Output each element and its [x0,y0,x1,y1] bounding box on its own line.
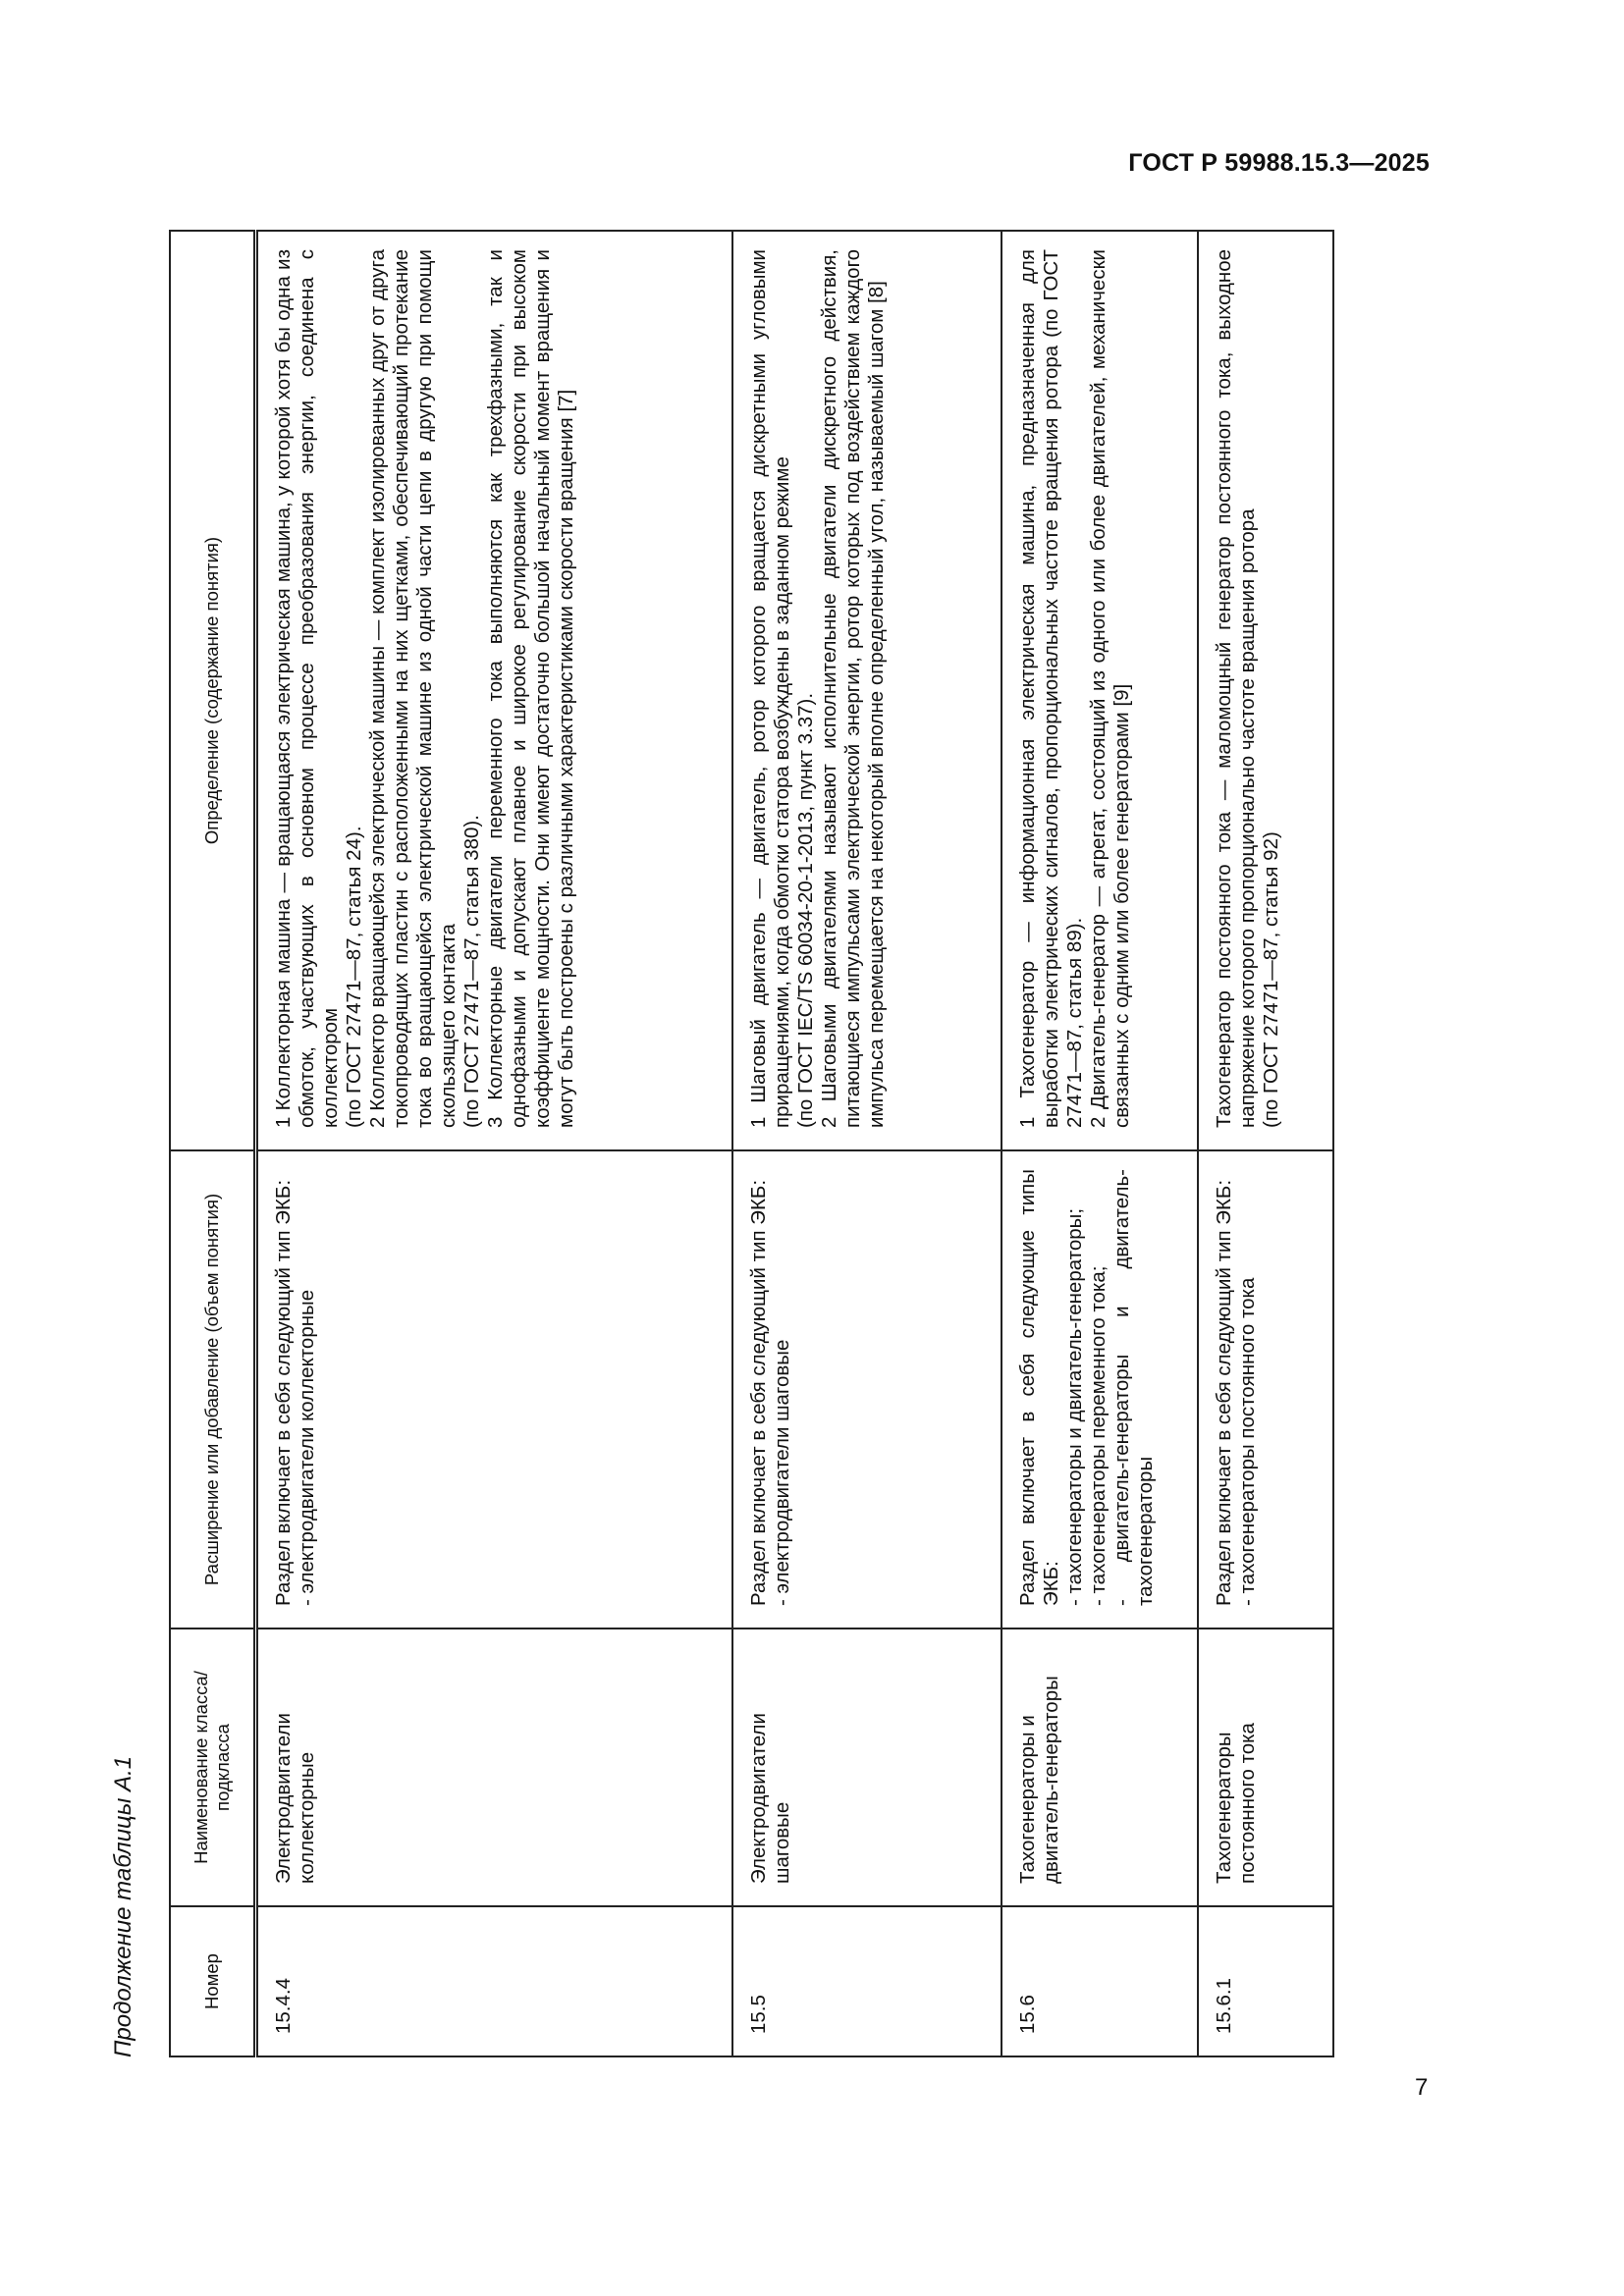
document-header: ГОСТ Р 59988.15.3—2025 [1128,149,1430,177]
extension-line: Раздел включает в себя следующий тип ЭКБ: [746,1179,770,1606]
definition-line: 1 Коллекторная машина — вращающаяся электрическая машина, у которой хотя бы одна из обмоток, участвующих в основном процессе преобразования энергии, соединена с коллектором [272,249,342,1128]
rotated-table-area [110,232,1349,2057]
extension-line: Раздел включает в себя следующие типы ЭКБ: [1015,1169,1062,1606]
extension-line: - тахогенераторы постоянного тока [1235,1277,1259,1606]
definition-line: (по ГОСТ 27471—87, статья 24). [343,826,365,1128]
extension-line: - двигатель-генераторы и двигатель-тахогенераторы [1110,1169,1157,1606]
classification-table [169,230,1334,2057]
extension-line: - электродвигатели шаговые [770,1339,793,1606]
definition-line: 1 Тахогенератор — информационная электрическая машина, предназначенная для выработки электрических сигналов, пропорциональных частоте вращения ротора (по ГОСТ 27471—87, статья 89). [1015,249,1086,1128]
row-extension [256,1150,732,1629]
page-number: 7 [1415,2074,1429,2101]
row-extension [1198,1150,1333,1629]
row-class-name: Электродвигатели шаговые [732,1629,1001,1906]
row-definition [732,231,1001,1150]
extension-line: - тахогенераторы и двигатель-генераторы; [1062,1207,1086,1606]
col-header-number: Номер [170,1906,256,2056]
row-number: 15.6 [1001,1906,1198,2056]
table-row [1001,231,1198,2056]
row-class-name: Тахогенераторы и двигатель-генераторы [1001,1629,1198,1906]
extension-line: Раздел включает в себя следующий тип ЭКБ: [1212,1179,1235,1606]
row-definition [256,231,732,1150]
table-caption: Продолжение таблицы А.1 [110,1755,136,2057]
definition-line: 1 Шаговый двигатель — двигатель, ротор которого вращается дискретными угловыми приращениями, когда обмотки статора возбуждены в заданном режиме [746,249,793,1128]
extension-line: - тахогенераторы переменного тока; [1086,1265,1110,1606]
col-header-class-name: Наименование класса/ подкласса [170,1629,256,1906]
table-header-row [170,231,256,2056]
definition-line: 2 Коллектор вращающейся электрической машины — комплект изолированных друг от друга токопроводящих пластин с расположенными на них щетками, обеспечивающий протекание тока во вращающейся электрической машине из одной части цепи в другую при помощи скользящего контакта [366,249,460,1128]
col-header-definition: Определение (содержание понятия) [170,231,256,1150]
table-row [732,231,1001,2056]
row-number: 15.6.1 [1198,1906,1333,2056]
row-class-name: Тахогенераторы постоянного тока [1198,1629,1333,1906]
table-row [256,231,732,2056]
table-row [1198,231,1333,2056]
row-extension [732,1150,1001,1629]
row-number: 15.4.4 [256,1906,732,2056]
definition-line: (по ГОСТ 27471—87, статья 92) [1259,831,1282,1128]
col-header-extension: Расширение или добавление (объем понятия) [170,1150,256,1629]
row-extension [1001,1150,1198,1629]
row-definition [1198,231,1333,1150]
definition-line: 2 Шаговыми двигателями называют исполнительные двигатели дискретного действия, питающиеся импульсами электрической энергии, ротор которых под воздействием каждого импульса перемещается на некоторый вполне определенный угол, называемый шагом [8] [817,249,888,1128]
row-class-name: Электродвигатели коллекторные [256,1629,732,1906]
definition-line: Тахогенератор постоянного тока — маломощный генератор постоянного тока, выходное напряжение которого пропорционально частоте вращения ротора [1212,249,1259,1128]
definition-line: 2 Двигатель-генератор — агрегат, состоящий из одного или более двигателей, механически связанных с одним или более генераторами [9] [1086,249,1133,1128]
definition-line: (по ГОСТ 27471—87, статья 380). [460,815,483,1128]
row-definition [1001,231,1198,1150]
extension-line: - электродвигатели коллекторные [296,1289,318,1606]
definition-line: 3 Коллекторные двигатели переменного тока выполняются как трехфазными, так и однофазными и допускают плавное и широкое регулирование скорости при высоком коэффициенте мощности. Они имеют достаточно большой начальный момент вращения и могут быть построены с различными характеристиками скорости вращения [7] [484,249,577,1128]
extension-line: Раздел включает в себя следующий тип ЭКБ: [272,1179,295,1606]
row-number: 15.5 [732,1906,1001,2056]
definition-line: (по ГОСТ IEC/TS 60034-20-1-2013, пункт 3.37). [793,692,817,1128]
